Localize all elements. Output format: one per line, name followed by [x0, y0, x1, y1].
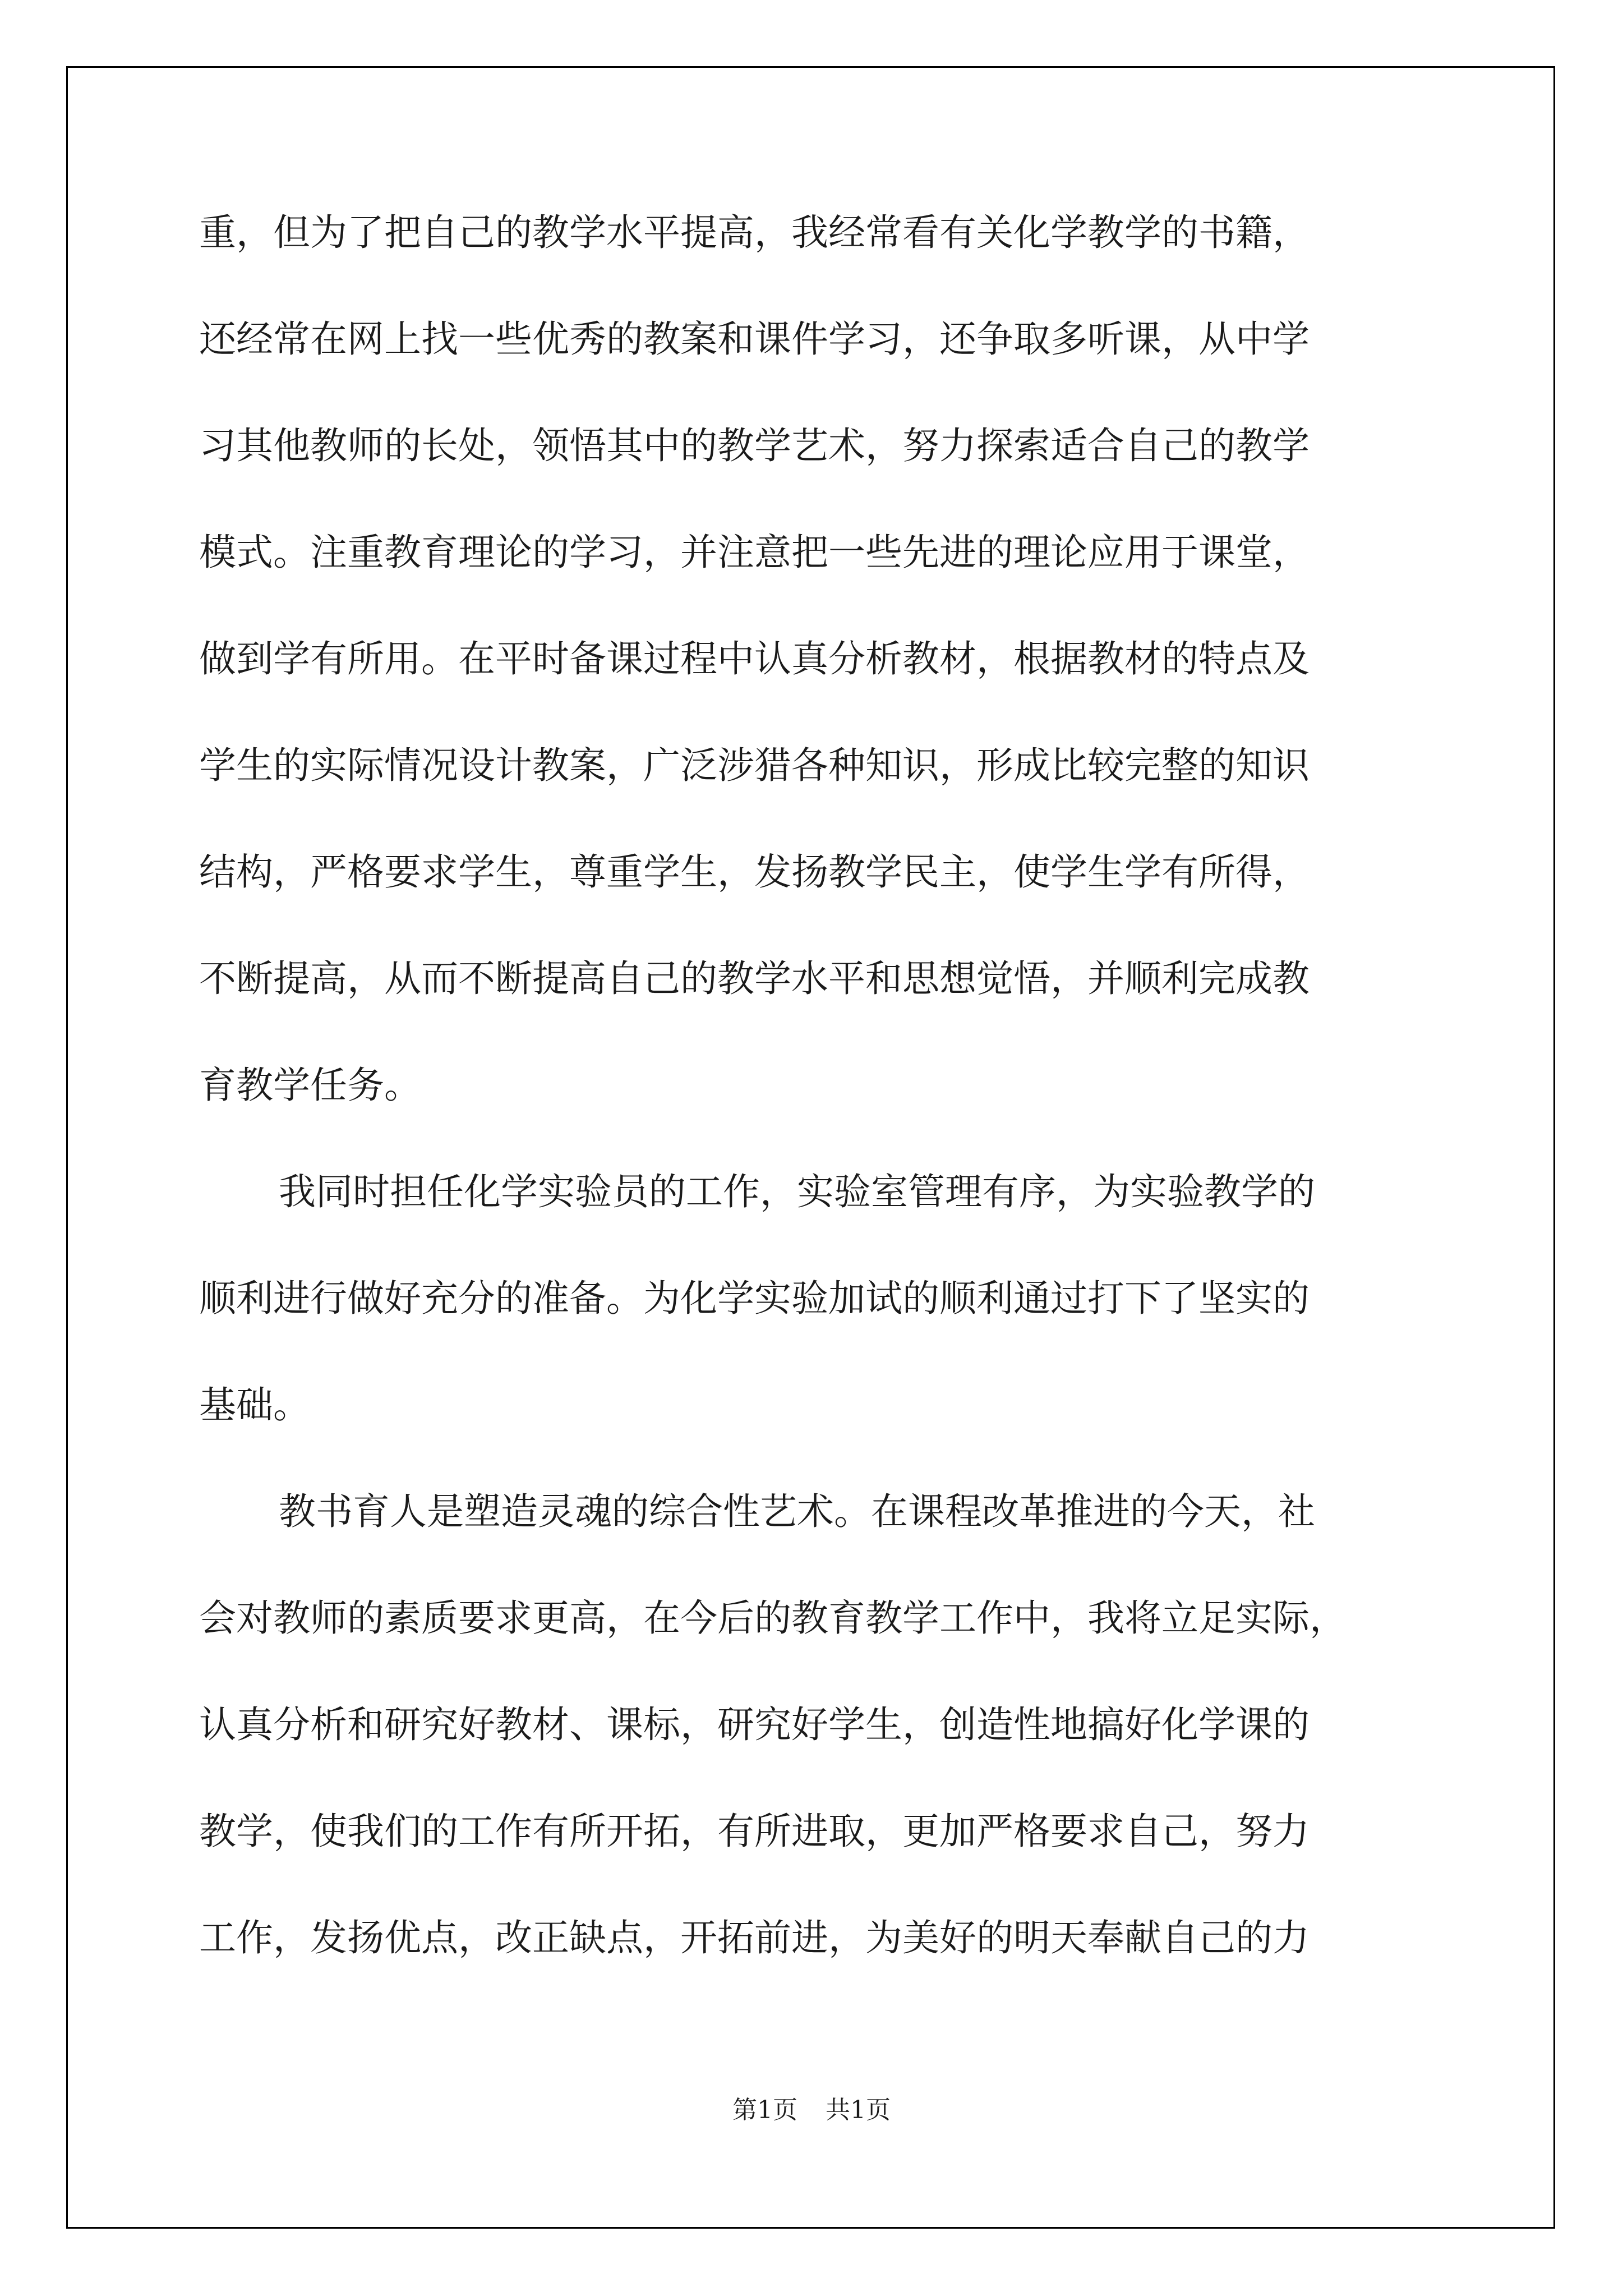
paragraph-line: 结构，严格要求学生，尊重学生，发扬教学民主，使学生学有所得， [199, 850, 1310, 894]
paragraph-line: 教书育人是塑造灵魂的综合性艺术。在课程改革推进的今天，社 [279, 1490, 1315, 1533]
paragraph-line: 学生的实际情况设计教案，广泛涉猎各种知识，形成比较完整的知识 [199, 744, 1310, 787]
paragraph-line: 我同时担任化学实验员的工作，实验室管理有序，为实验教学的 [279, 1170, 1315, 1213]
paragraph-line: 工作，发扬优点，改正缺点，开拓前进，为美好的明天奉献自己的力 [199, 1916, 1310, 1959]
page-footer [0, 2090, 1623, 2125]
paragraph-line: 重，但为了把自己的教学水平提高，我经常看有关化学教学的书籍， [199, 211, 1310, 254]
paragraph-line: 会对教师的素质要求更高，在今后的教育教学工作中，我将立足实际， [199, 1596, 1347, 1640]
page-border [66, 66, 1555, 2229]
paragraph-line: 习其他教师的长处，领悟其中的教学艺术，努力探索适合自己的教学 [199, 424, 1310, 467]
paragraph-line: 还经常在网上找一些优秀的教案和课件学习，还争取多听课，从中学 [199, 318, 1310, 361]
paragraph-line: 做到学有所用。在平时备课过程中认真分析教材，根据教材的特点及 [199, 637, 1310, 680]
paragraph-line: 不断提高，从而不断提高自己的教学水平和思想觉悟，并顺利完成教 [199, 957, 1310, 1000]
paragraph-line: 教学，使我们的工作有所开拓，有所进取，更加严格要求自己，努力 [199, 1810, 1310, 1853]
paragraph-line: 认真分析和研究好教材、课标，研究好学生，创造性地搞好化学课的 [199, 1703, 1310, 1746]
paragraph-line: 顺利进行做好充分的准备。为化学实验加试的顺利通过打下了坚实的 [199, 1277, 1310, 1320]
page-total: 共1页 [826, 2096, 891, 2124]
paragraph-line: 育教学任务。 [199, 1064, 421, 1107]
page-number: 第1页 [732, 2096, 797, 2124]
paragraph-line: 模式。注重教育理论的学习，并注意把一些先进的理论应用于课堂， [199, 531, 1310, 574]
paragraph-line: 基础。 [199, 1383, 310, 1427]
